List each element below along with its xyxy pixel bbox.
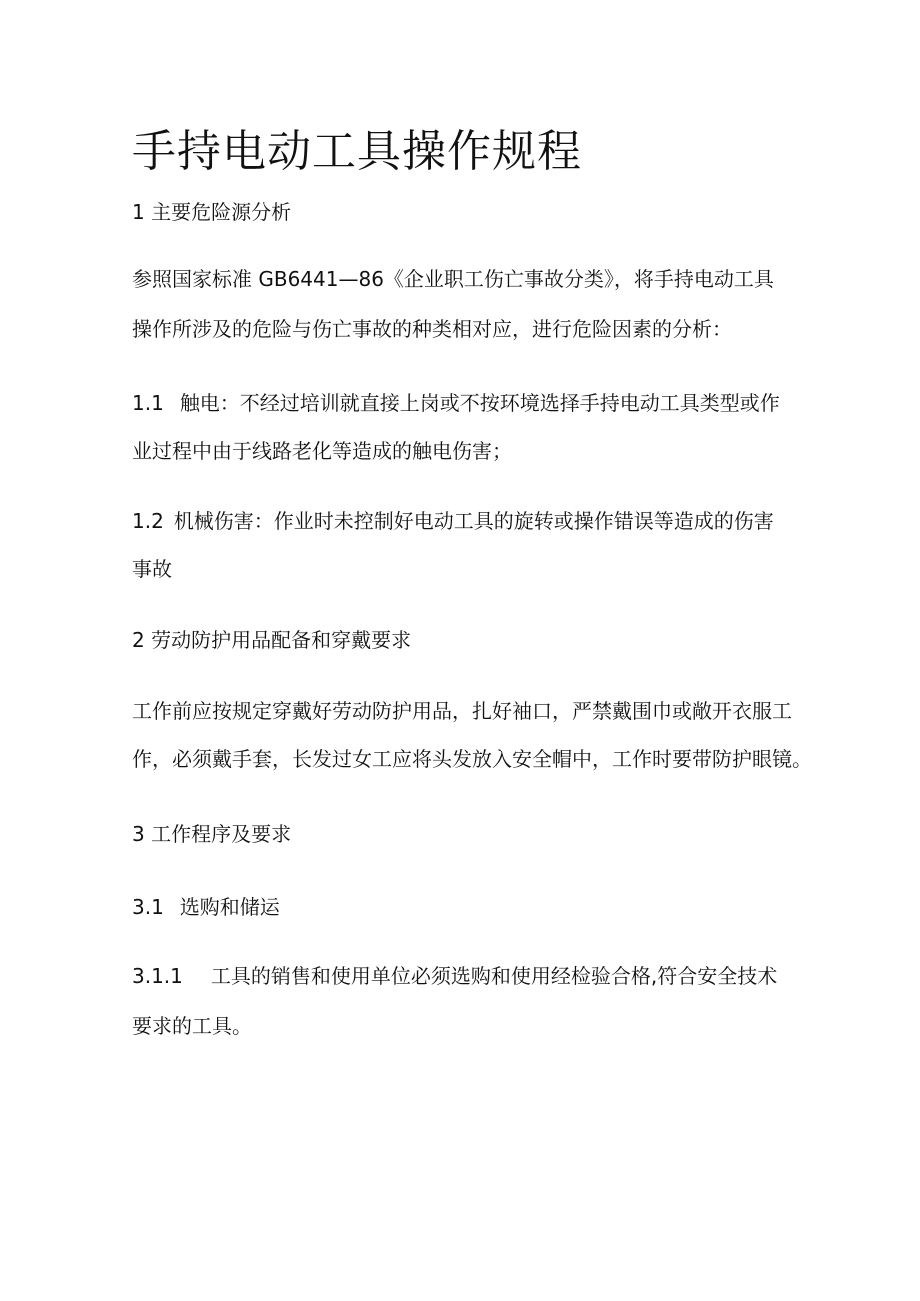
item-3-1-1-text-1: 工具的销售和使用单位必须选购和使用经检验合格,符合安全技术 <box>210 964 778 988</box>
page-title: 手持电动工具操作规程 <box>132 126 582 177</box>
section-2-line-1: 工作前应按规定穿戴好劳动防护用品，扎好袖口，严禁戴围巾或敞开衣服工 <box>132 699 792 723</box>
section-3-heading: 3 工作程序及要求 <box>132 822 292 846</box>
item-1-2-line-2: 事故 <box>132 557 172 581</box>
section-2-line-2: 作，必须戴手套，长发过女工应将头发放入安全帽中，工作时要带防护眼镜。 <box>132 747 812 771</box>
intro-paragraph-line-2: 操作所涉及的危险与伤亡事故的种类相对应，进行危险因素的分析： <box>132 317 732 341</box>
item-1-1-line-1 <box>132 389 780 417</box>
item-3-1-number: 3.1 <box>132 895 164 919</box>
item-3-1-1-number: 3.1.1 <box>132 964 183 988</box>
item-1-2-text-1: 机械伤害：作业时未控制好电动工具的旋转或操作错误等造成的伤害 <box>173 509 774 533</box>
item-3-1-text: 选购和储运 <box>179 895 280 919</box>
item-3-1 <box>132 893 280 921</box>
item-1-1-line-2: 业过程中由于线路老化等造成的触电伤害； <box>132 439 512 463</box>
intro-paragraph-line-1: 参照国家标准 GB6441—86《企业职工伤亡事故分类》，将手持电动工具 <box>132 267 774 291</box>
item-3-1-1-line-2: 要求的工具。 <box>132 1014 252 1038</box>
section-2-heading: 2 劳动防护用品配备和穿戴要求 <box>132 628 412 652</box>
item-1-2-number: 1.2 <box>132 509 164 533</box>
item-1-1-text-1: 触电：不经过培训就直接上岗或不按环境选择手持电动工具类型或作 <box>179 391 780 415</box>
item-3-1-1-line-1 <box>132 962 777 990</box>
item-1-2-line-1 <box>132 507 774 535</box>
item-1-1-number: 1.1 <box>132 391 164 415</box>
section-1-heading: 1 主要危险源分析 <box>132 200 292 224</box>
